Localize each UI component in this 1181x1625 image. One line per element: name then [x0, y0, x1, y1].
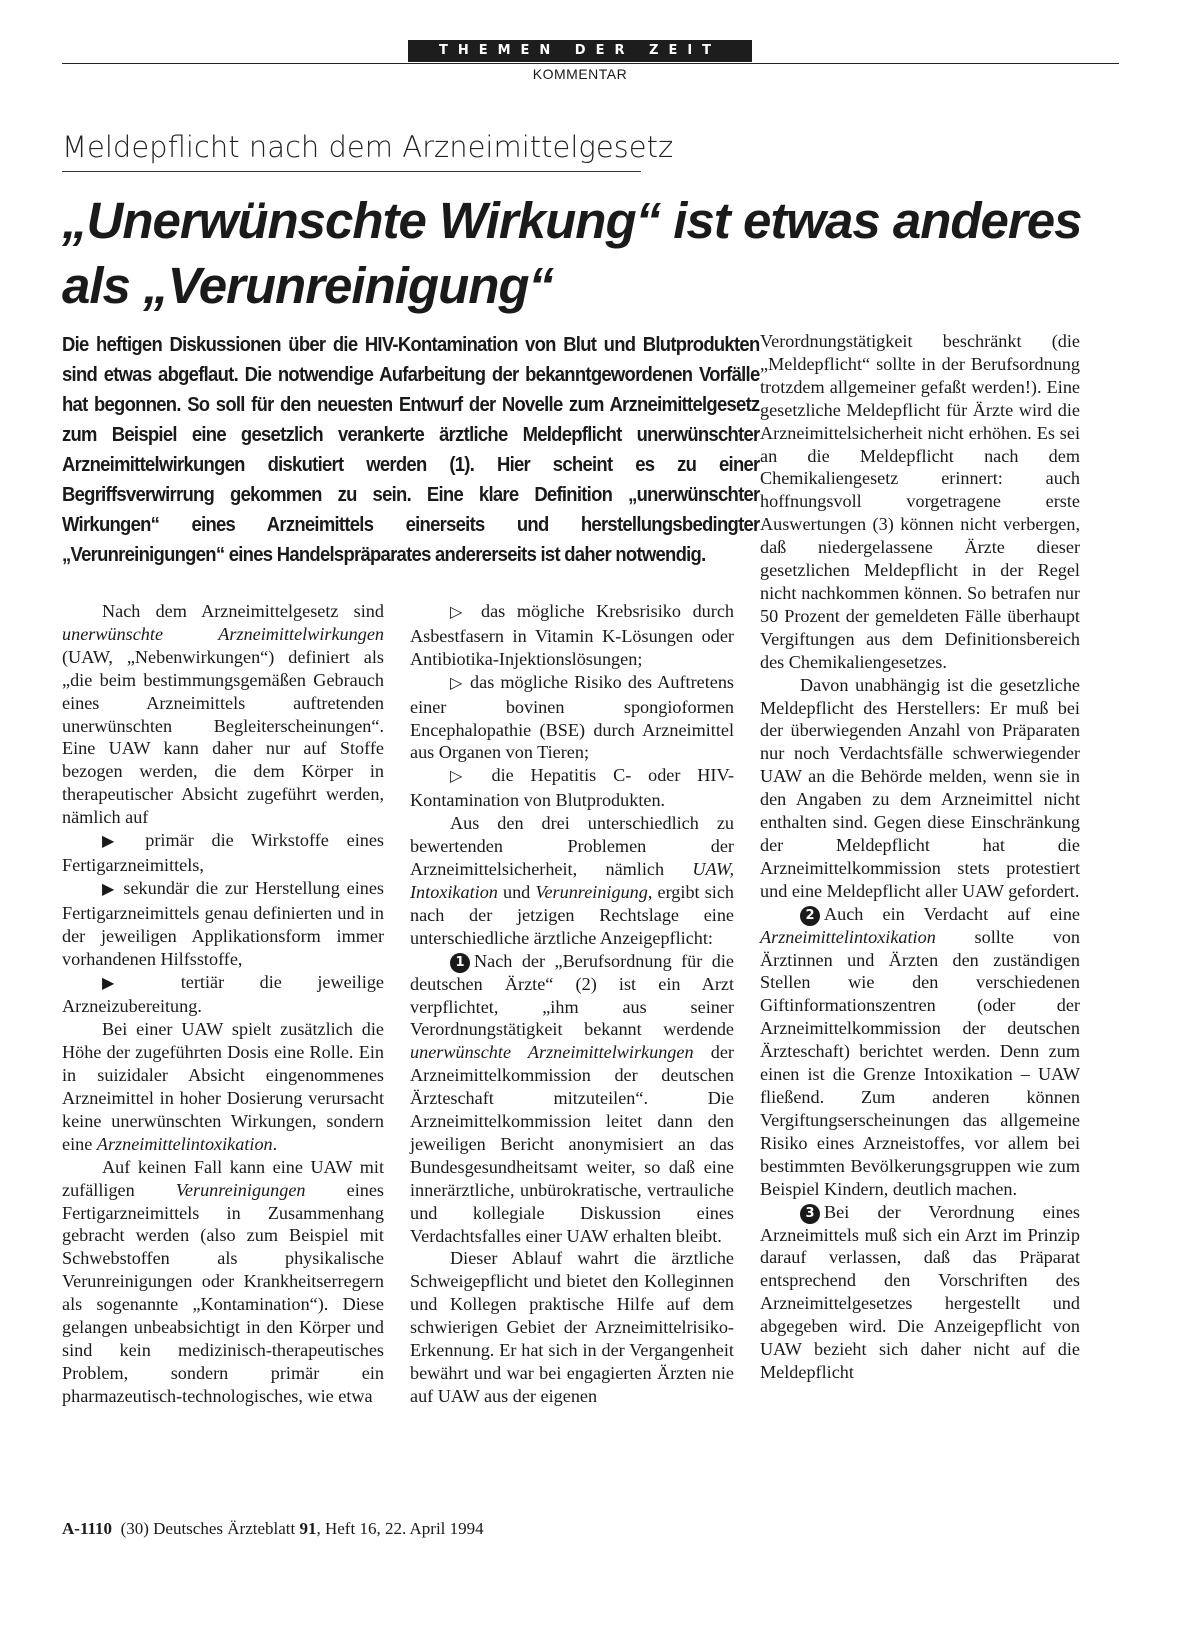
article-headline: „Unerwünschte Wirkung“ ist etwas anderes als „Verunreinigung“ [62, 192, 1082, 314]
emphasis: Verunreinigungen [175, 1179, 306, 1200]
paragraph [410, 812, 734, 949]
text: Auch ein Verdacht auf eine [824, 903, 1080, 924]
triangle-bullet-icon: ▶ [102, 974, 146, 992]
text: das mögliche Risiko des Auftretens einer bovinen spongioformen Encephalopathie (BSE) durch Arzneimittel aus Organen von Tieren; [410, 671, 734, 763]
text: die Hepatitis C- oder HIV-Kontamination von Blutprodukten. [410, 765, 734, 811]
text: und [497, 881, 536, 902]
list-item [410, 671, 734, 765]
paragraph [62, 600, 384, 829]
page-id: A-1110 [62, 1519, 113, 1538]
text: Bei der Verordnung eines Arzneimittels muß sich ein Arzt im Prinzip darauf verlassen, daß das Präparat entsprechend den Vorschriften des Arzneimittelgesetzes hergestellt und abgegeben wird. Die Anzeigepflicht von UAW bezieht sich daher nicht auf die Meldepflicht [760, 1201, 1080, 1382]
emphasis: Arzneimittelintoxikation [96, 1133, 273, 1154]
text: eines Fertigarzneimittels in Zusammenhang gebracht werden (also zum Beispiel mit Schwebstoffen als physikalische Verunreinigungen oder Krankheitserregern als sogenannte „Kontamination“). Diese gelangen unbeabsichtigt in den Körper und sind kein medizinisch-therapeutisches Problem, sondern primär ein pharmazeutisch-technologisches, wie etwa [62, 1179, 384, 1406]
journal-name: Deutsches Ärzteblatt [153, 1519, 296, 1538]
rubric-banner: THEMEN DER ZEIT [408, 40, 752, 62]
text: , ergibt sich nach der jetzigen Rechtslage eine unterschiedliche ärztliche Anzeigepflicht: [410, 881, 734, 948]
article-overline: Meldepflicht nach dem Arzneimittelgesetz [62, 130, 674, 164]
text: das mögliche Krebsrisiko durch Asbestfasern in Vitamin K-Lösungen oder Antibiotika-Injektionslösungen; [410, 601, 734, 669]
text: Nach dem Arzneimittelgesetz sind [102, 601, 384, 621]
page-number: (30) [120, 1519, 149, 1538]
text: Aus den drei unterschiedlich zu bewertenden Problemen der Arzneimittelsicherheit, nämlich [410, 813, 734, 879]
column-2 [410, 600, 734, 1408]
numbered-paragraph [760, 903, 1080, 1201]
number-badge-3: 3 [800, 1204, 820, 1224]
text: tertiär die jeweilige Arzneizubereitung. [62, 971, 384, 1017]
header-rule [62, 63, 1119, 64]
column-1 [62, 600, 384, 1408]
text: der Arzneimittelkommission der deutschen Ärzteschaft mitzuteilen“. Die Arzneimittelkommission leitet dann den jeweiligen Bericht anonymisiert an das Bundesgesundheitsamt weiter, so daß eine innerärztliche, unbürokratische, vertrauliche und kollegiale Diskussion eines Verdachtsfalles einer UAW erhalten bleibt. [410, 1042, 734, 1246]
paragraph [62, 1156, 384, 1408]
emphasis: unerwünschte Arzneimittelwirkungen [410, 1042, 694, 1063]
triangle-bullet-icon: ▶ [102, 833, 128, 851]
text: primär die Wirkstoffe eines Fertigarzneimittels, [62, 830, 385, 875]
paragraph [62, 1018, 384, 1155]
article-lead: Die heftigen Diskussionen über die HIV-Kontamination von Blut und Blutprodukten sind etwas abgeflaut. Die notwendige Aufarbeitung der bekanntgewordenen Vorfälle hat begonnen. So soll für den neuesten Entwurf der Novelle zum Arzneimittelgesetz zum Beispiel eine gesetzlich verankerte ärztliche Meldepflicht unerwünschter Arzneimittelwirkungen diskutiert werden (1). Hier scheint es zu einer Begriffsverwirrung gekommen zu sein. Eine klare Definition „unerwünschter Wirkungen“ eines Arzneimittels einerseits und herstellungsbedingter „Verunreinigungen“ eines Handelspräparates andererseits ist daher notwendig. [62, 333, 760, 566]
number-badge-1: 1 [450, 953, 470, 973]
outline-triangle-icon: ▷ [450, 768, 475, 786]
text: sollte von Ärztinnen und Ärzten den zuständigen Stellen wie den verschiedenen Giftinformationszentren (oder der Arzneimittelkommission der deutschen Ärzteschaft) berichtet werden. Denn zum einen ist die Grenze Intoxikation – UAW fließend. Zum anderen können Vergiftungserscheinungen das allgemeine Risiko eines Arzneistoffes, vor allem bei bestimmten Bevölkerungsgruppen wie zum Beispiel Kindern, deutlich machen. [760, 926, 1080, 1199]
overline-underline [62, 171, 641, 172]
text: (UAW, „Nebenwirkungen“) definiert als „die beim bestimmungsgemäßen Gebrauch eines Arzneimittels auftretenden unerwünschten Begleiterscheinungen“. Eine UAW kann daher nur auf Stoffe bezogen werden, die dem Körper in therapeutischer Absicht zugeführt werden, nämlich auf [62, 646, 384, 828]
text: Auf keinen Fall kann eine UAW mit zufälligen [62, 1156, 384, 1200]
list-item [62, 877, 384, 971]
paragraph: Davon unabhängig ist die gesetzliche Meldepflicht des Herstellers: Er muß bei der überwiegenden Anzahl von Präparaten nur noch Verdachtsfälle schwerwiegender UAW an die Behörde melden, wenn sie in den Angaben zu dem Arzneimittel nicht enthalten sind. Gegen diese Einschränkung der Meldepflicht hat die Arzneimittelkommission stets protestiert und eine Meldepflicht aller UAW gefordert. [760, 674, 1080, 901]
paragraph: Verordnungstätigkeit beschränkt (die „Meldepflicht“ sollte in der Berufsordnung trotzdem allgemeiner gefaßt werden!). Eine gesetzliche Meldepflicht für Ärzte wird die Arzneimittelsicherheit nicht erhöhen. Es sei an die Meldepflicht nach dem Chemikaliengesetz erinnert: auch hoffnungsvoll vorgetragene erste Auswertungen (3) können nicht verbergen, daß niedergelassene Ärzte dieser gesetzlichen Meldepflicht in der Regel nicht nachkommen können. So betrafen nur 50 Prozent der gemeldeten Fälle überhaupt Vergiftungen aus dem Definitionsbereich des Chemikaliengesetzes. [760, 331, 1080, 672]
triangle-bullet-icon: ▶ [102, 880, 117, 898]
column-3 [760, 330, 1080, 1384]
text: Nach der „Berufsordnung für die deutschen Ärzte“ (2) ist ein Arzt verpflichtet, „ihm aus seiner Verordnungstätigkeit bekannt werdende [410, 950, 734, 1040]
emphasis: Arzneimittelintoxikation [760, 926, 936, 947]
outline-triangle-icon: ▷ [450, 674, 464, 692]
volume: 91 [299, 1519, 317, 1538]
list-item [410, 764, 734, 812]
list-item [410, 600, 734, 671]
emphasis: Verunreinigung [535, 881, 648, 902]
page-footer [62, 1519, 484, 1539]
list-item [62, 971, 384, 1019]
emphasis: UAW, Intoxikation [410, 858, 734, 902]
issue-info: , Heft 16, 22. April 1994 [316, 1519, 484, 1538]
number-badge-2: 2 [800, 906, 820, 926]
outline-triangle-icon: ▷ [450, 604, 470, 621]
numbered-paragraph [760, 1201, 1080, 1384]
section-label: KOMMENTAR [532, 66, 628, 82]
numbered-paragraph [410, 950, 734, 1248]
emphasis: unerwünschte Arzneimittelwirkungen [62, 623, 384, 644]
list-item [62, 829, 384, 877]
text: . [272, 1133, 278, 1154]
text: Bei einer UAW spielt zusätzlich die Höhe der zugeführten Dosis eine Rolle. Ein in suizidaler Absicht eingenommenes Arzneimittel in hoher Dosierung verursacht keine unerwünschten Wirkungen, sondern eine [62, 1019, 384, 1154]
text: sekundär die zur Herstellung eines Fertigarzneimittels genau definierten und in der jeweiligen Applikationsform immer vorhandenen Hilfsstoffe, [62, 877, 384, 969]
paragraph: Dieser Ablauf wahrt die ärztliche Schweigepflicht und bietet den Kolleginnen und Kollegen praktische Hilfe auf dem schwierigen Gebiet der Arzneimittelrisiko-Erkennung. Er hat sich in der Vergangenheit bewährt und war bei engagierten Ärzten nie auf UAW aus der eigenen [410, 1248, 734, 1406]
